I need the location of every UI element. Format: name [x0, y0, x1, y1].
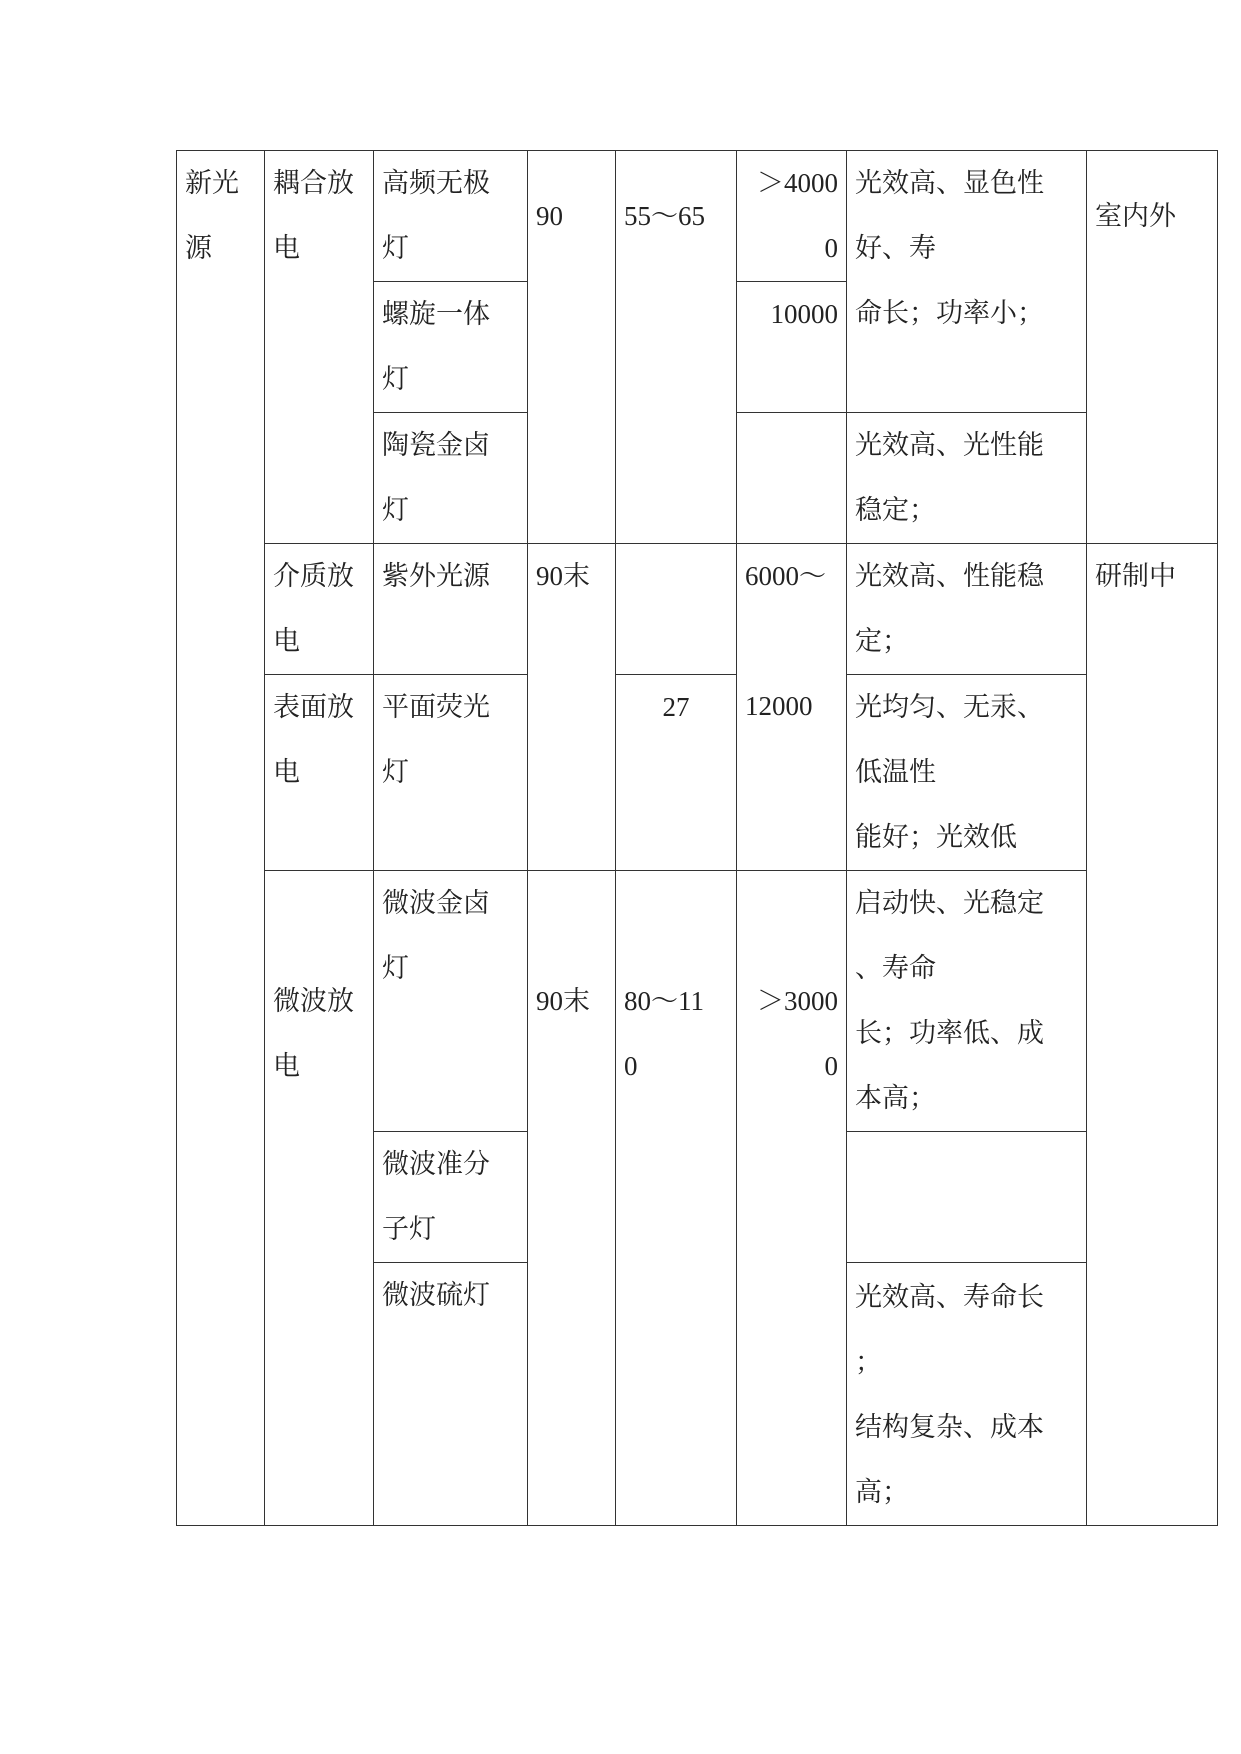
features-microwave-excimer	[847, 1132, 1087, 1263]
features-uv: 光效高、性能稳 定；	[847, 544, 1087, 675]
lamp-ceramic-metal-halide: 陶瓷金卤 灯	[374, 413, 528, 544]
lifetime-ceramic-empty	[737, 413, 847, 544]
lamp-spiral: 螺旋一体 灯	[374, 282, 528, 413]
features-ceramic: 光效高、光性能 稳定；	[847, 413, 1087, 544]
light-source-table	[176, 150, 1218, 1526]
application-coupled: 室内外	[1087, 151, 1218, 544]
efficacy-coupled: 55～65	[616, 151, 737, 544]
category-cell: 新光源	[177, 151, 265, 1526]
features-flat: 光均匀、无汞、 低温性 能好；光效低	[847, 675, 1087, 871]
features-microwave-metal-halide: 启动快、光稳定 、寿命 长；功率低、成 本高；	[847, 871, 1087, 1132]
lifetime-microwave: ＞3000 0	[737, 871, 847, 1526]
lamp-flat-fluorescent: 平面荧光 灯	[374, 675, 528, 871]
lamp-microwave-sulfur: 微波硫灯	[374, 1263, 528, 1526]
group-microwave-discharge: 微波放 电	[265, 871, 374, 1526]
ra-coupled: 90	[528, 151, 616, 544]
features-coupled: 光效高、显色性 好、寿 命长；功率小；	[847, 151, 1087, 413]
application-others: 研制中	[1087, 544, 1218, 1526]
group-coupled-discharge: 耦合放 电	[265, 151, 374, 544]
lifetime-spiral: 10000	[737, 282, 847, 413]
features-sulfur: 光效高、寿命长 ； 结构复杂、成本 高；	[847, 1263, 1087, 1526]
lamp-uv: 紫外光源	[374, 544, 528, 675]
group-dielectric-discharge: 介质放 电	[265, 544, 374, 675]
efficacy-dielectric-empty	[616, 544, 737, 675]
efficacy-microwave: 80～11 0	[616, 871, 737, 1526]
lifetime-dielectric-surface: 6000～ 12000	[737, 544, 847, 871]
lamp-microwave-metal-halide: 微波金卤 灯	[374, 871, 528, 1132]
efficacy-surface: 27	[616, 675, 737, 871]
lamp-hf-electrodeless: 高频无极 灯	[374, 151, 528, 282]
lifetime-hf: ＞4000 0	[737, 151, 847, 282]
group-surface-discharge: 表面放 电	[265, 675, 374, 871]
ra-dielectric-surface: 90末	[528, 544, 616, 871]
ra-microwave: 90末	[528, 871, 616, 1526]
lamp-microwave-excimer: 微波准分 子灯	[374, 1132, 528, 1263]
